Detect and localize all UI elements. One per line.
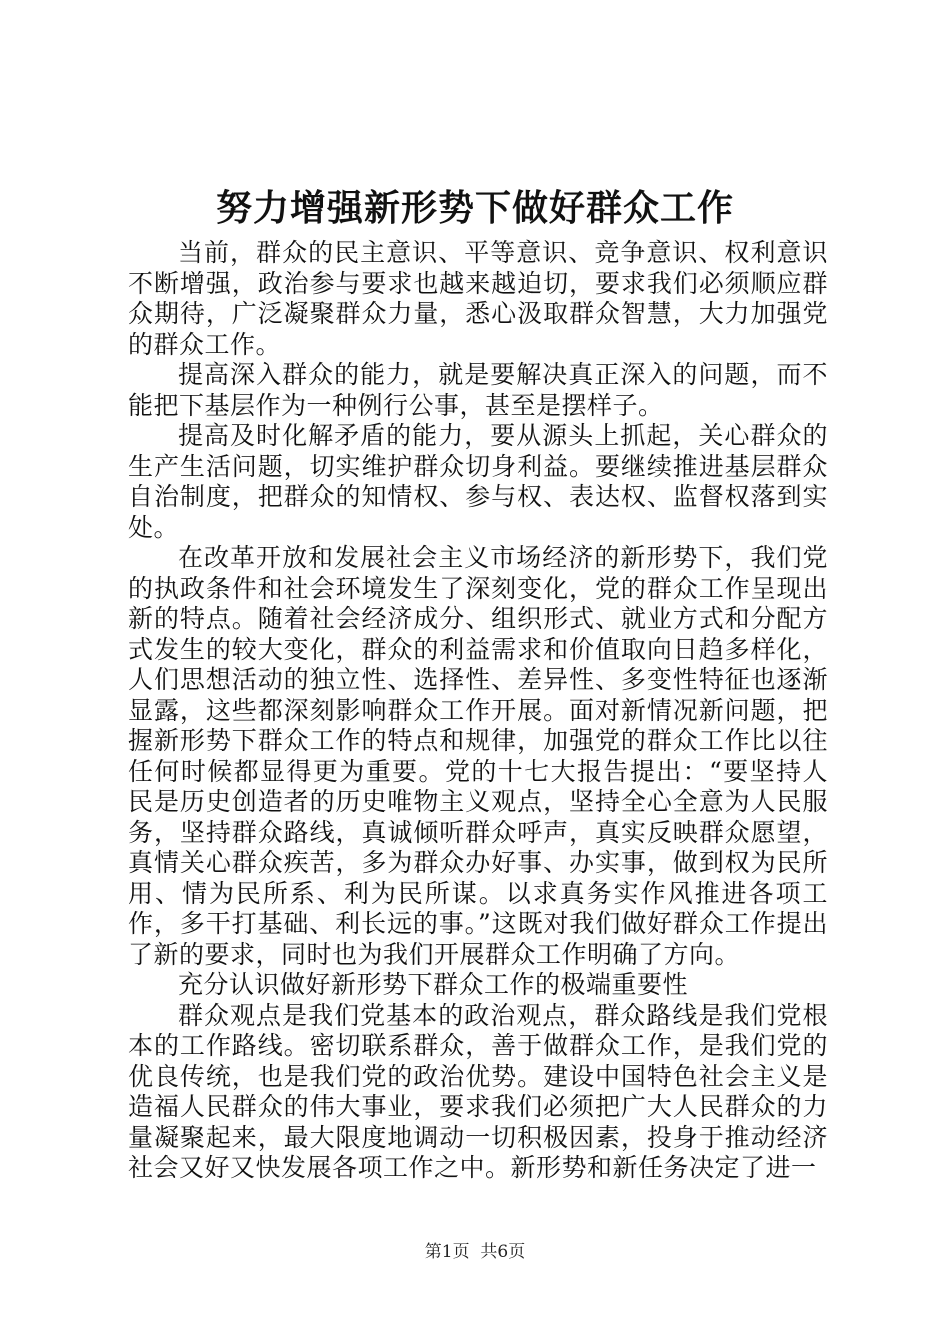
document-title: 努力增强新形势下做好群众工作 xyxy=(215,187,734,229)
paragraph: 提高深入群众的能力，就是要解决真正深入的问题，而不能把下基层作为一种例行公事，甚至是摆样子。 xyxy=(128,360,828,420)
paragraph: 在改革开放和发展社会主义市场经济的新形势下，我们党的执政条件和社会环境发生了深刻变化，党的群众工作呈现出新的特点。随着社会经济成分、组织形式、就业方式和分配方式发生的较大变化，群众的利益需求和价值取向日趋多样化，人们思想活动的独立性、选择性、差异性、多变性特征也逐渐显露，这些都深刻影响群众工作开展。面对新情况新问题，把握新形势下群众工作的特点和规律，加强党的群众工作比以往任何时候都显得更为重要。党的十七大报告提出：“要坚持人民是历史创造者的历史唯物主义观点，坚持全心全意为人民服务，坚持群众路线，真诚倾听群众呼声，真实反映群众愿望，真情关心群众疾苦，多为群众办好事、办实事，做到权为民所用、情为民所系、利为民所谋。以求真务实作风推进各项工作，多干打基础、利长远的事。”这既对我们做好群众工作提出了新的要求，同时也为我们开展群众工作明确了方向。 xyxy=(128,543,828,969)
paragraph: 群众观点是我们党基本的政治观点，群众路线是我们党根本的工作路线。密切联系群众，善于做群众工作，是我们党的优良传统，也是我们党的政治优势。建设中国特色社会主义是造福人民群众的伟大事业，要求我们必须把广大人民群众的力量凝聚起来，最大限度地调动一切积极因素，投身于推动经济社会又好又快发展各项工作之中。新形势和新任务决定了进一 xyxy=(128,1000,828,1182)
page-footer xyxy=(0,1241,950,1263)
document-body xyxy=(128,238,828,1184)
page-number: 第1页 xyxy=(424,1242,470,1262)
paragraph: 提高及时化解矛盾的能力，要从源头上抓起，关心群众的生产生活问题，切实维护群众切身利益。要继续推进基层群众自治制度，把群众的知情权、参与权、表达权、监督权落到实处。 xyxy=(128,421,828,542)
page-total: 共6页 xyxy=(480,1242,526,1262)
paragraph: 当前，群众的民主意识、平等意识、竞争意识、权利意识不断增强，政治参与要求也越来越迫切，要求我们必须顺应群众期待，广泛凝聚群众力量，悉心汲取群众智慧，大力加强党的群众工作。 xyxy=(128,238,828,359)
section-heading: 充分认识做好新形势下群众工作的极端重要性 xyxy=(178,970,689,999)
